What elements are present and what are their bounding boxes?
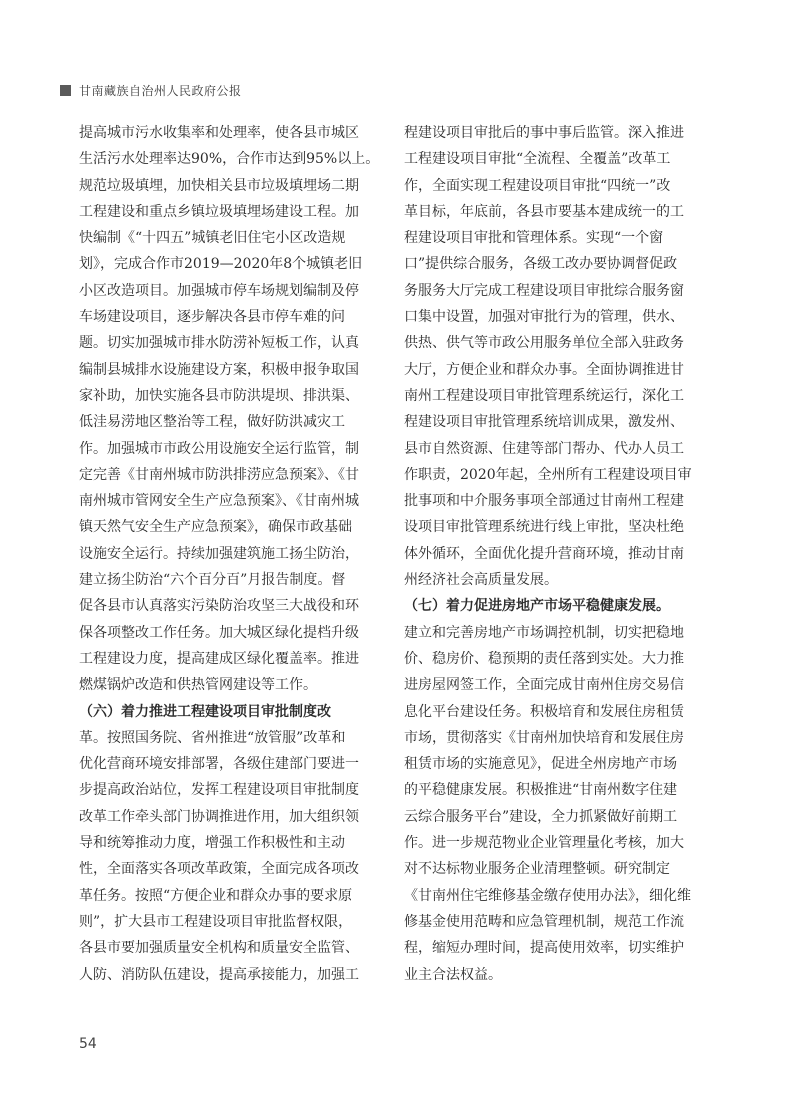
text-line: （六）着力推进工程建设项目审批制度改 — [79, 703, 331, 720]
text-line: 供热、供气等市政公用服务单位全部入驻政务 — [404, 335, 684, 352]
publication-title: 甘南藏族自治州人民政府公报 — [79, 83, 242, 98]
text-line: 设施安全运行。持续加强建筑施工扬尘防治， — [79, 545, 359, 562]
text-line: 提高城市污水收集率和处理率，使各县市城区 — [79, 125, 359, 141]
text-line: 程建设项目审批和管理体系。实现“一个窗 — [404, 230, 664, 247]
text-line: 镇天然气安全生产应急预案》，确保市政基础 — [79, 519, 352, 536]
text-line: 小区改造项目。加强城市停车场规划编制及停 — [79, 282, 359, 299]
text-line: 程，缩短办理时间，提高使用效率，切实维护 — [404, 940, 684, 957]
text-line: 批事项和中介服务事项全部通过甘南州工程建 — [404, 493, 684, 510]
text-line: 促各县市认真落实污染防治攻坚三大战役和环 — [79, 598, 359, 615]
text-line: 口”提供综合服务，各级工改办要协调督促政 — [404, 256, 678, 273]
text-line: 革。按照国务院、省州推进“放管服”改革和 — [79, 729, 346, 746]
text-line: 生活污水处理率达90%，合作市达到95%以上。 — [79, 151, 380, 168]
text-line: 工程建设项目审批“全流程、全覆盖”改革工 — [404, 151, 671, 168]
text-line: 修基金使用范畴和应急管理机制，规范工作流 — [404, 913, 684, 930]
text-line: 作。加强城市市政公用设施安全运行监管，制 — [79, 440, 359, 457]
text-line: 的平稳健康发展。积极推进“甘南州数字住建 — [404, 782, 678, 799]
text-line: 革目标，年底前，各县市要基本建成统一的工 — [404, 203, 684, 220]
text-line: 步提高政治站位，发挥工程建设项目审批制度 — [79, 782, 359, 799]
text-line: 革任务。按照“方便企业和群众办事的要求原 — [79, 887, 353, 904]
text-line: 作职责，2020年起，全州所有工程建设项目审 — [404, 466, 692, 483]
left-column — [79, 120, 384, 988]
text-line: 业主合法权益。 — [404, 966, 502, 983]
text-line: 工程建设力度，提高建成区绿化覆盖率。推进 — [79, 650, 359, 667]
text-line: 车场建设项目，逐步解决各县市停车难的问 — [79, 309, 345, 326]
text-line: 作，全面实现工程建设项目审批“四统一”改 — [404, 177, 671, 194]
text-line: 云综合服务平台”建设，全力抓紧做好前期工 — [404, 808, 678, 825]
text-line: 南州城市管网安全生产应急预案》、《甘南州城 — [79, 493, 359, 510]
text-line: 程建设项目审批后的事中事后监管。深入推进 — [404, 125, 684, 141]
page-number: 54 — [79, 1036, 97, 1052]
text-line: 家补助，加快实施各县市防洪堤坝、排洪渠、 — [79, 387, 359, 404]
text-line: 建立和完善房地产市场调控机制，切实把稳地 — [404, 624, 684, 641]
page-header — [60, 82, 242, 98]
text-line: 务服务大厅完成工程建设项目审批综合服务窗 — [404, 282, 684, 299]
text-line: 体外循环，全面优化提升营商环境，推动甘南 — [404, 545, 684, 562]
text-line: 低洼易涝地区整治等工程，做好防洪减灾工 — [79, 414, 345, 431]
text-line: 作。进一步规范物业企业管理量化考核，加大 — [404, 835, 684, 852]
text-line: 县市自然资源、住建等部门帮办、代办人员工 — [404, 440, 684, 457]
text-line: 编制县城排水设施建设方案，积极申报争取国 — [79, 361, 359, 378]
text-line: 题。切实加强城市排水防涝补短板工作，认真 — [79, 335, 359, 352]
text-line: 程建设项目审批管理系统培训成果，激发州、 — [404, 414, 684, 431]
text-line: 设项目审批管理系统进行线上审批，坚决杜绝 — [404, 519, 684, 536]
text-line: 人防、消防队伍建设，提高承接能力，加强工 — [79, 966, 359, 983]
text-line: 划》，完成合作市2019—2020年8个城镇老旧 — [79, 256, 363, 273]
text-line: 改革工作牵头部门协调推进作用，加大组织领 — [79, 808, 359, 825]
text-line: 定完善《甘南州城市防洪排涝应急预案》、《甘 — [79, 466, 359, 483]
text-line: 州经济社会高质量发展。 — [404, 572, 558, 589]
text-line: 大厅，方便企业和群众办事。全面协调推进甘 — [404, 361, 684, 378]
text-line: 建立扬尘防治“六个百分百”月报告制度。督 — [79, 572, 346, 589]
text-line: 保各项整改工作任务。加大城区绿化提档升级 — [79, 624, 359, 641]
text-line: 息化平台建设任务。积极培育和发展住房租赁 — [404, 703, 684, 720]
text-line: 对不达标物业服务企业清理整顿。研究制定 — [404, 861, 670, 878]
text-line: 性，全面落实各项改革政策，全面完成各项改 — [79, 861, 359, 878]
text-line: 《甘南州住宅维修基金缴存使用办法》，细化维 — [404, 887, 691, 904]
text-line: 燃煤锅炉改造和供热管网建设等工作。 — [79, 677, 317, 694]
text-line: 市场，贯彻落实《甘南州加快培育和发展住房 — [404, 729, 684, 746]
text-line: 规范垃圾填埋，加快相关县市垃圾填埋场二期 — [79, 177, 359, 194]
text-line: 优化营商环境安排部署，各级住建部门要进一 — [79, 756, 359, 773]
text-line: 租赁市场的实施意见》，促进全州房地产市场 — [404, 756, 677, 773]
text-line: 价、稳房价、稳预期的责任落到实处。大力推 — [404, 650, 684, 667]
text-line: 进房屋网签工作，全面完成甘南州住房交易信 — [404, 677, 684, 694]
text-line: 快编制《“十四五”城镇老旧住宅小区改造规 — [79, 230, 346, 247]
header-square-icon — [60, 85, 71, 96]
text-line: 各县市要加强质量安全机构和质量安全监管、 — [79, 940, 359, 957]
text-line: 导和统筹推动力度，增强工作积极性和主动 — [79, 835, 345, 852]
text-line: 南州工程建设项目审批管理系统运行，深化工 — [404, 387, 684, 404]
text-line: 则”，扩大县市工程建设项目审批监督权限， — [79, 913, 353, 930]
text-line: 工程建设和重点乡镇垃圾填埋场建设工程。加 — [79, 203, 359, 220]
text-line: 口集中设置，加强对审批行为的管理，供水、 — [404, 309, 684, 326]
text-line: （七）着力促进房地产市场平稳健康发展。 — [404, 598, 670, 615]
right-column — [404, 120, 709, 988]
